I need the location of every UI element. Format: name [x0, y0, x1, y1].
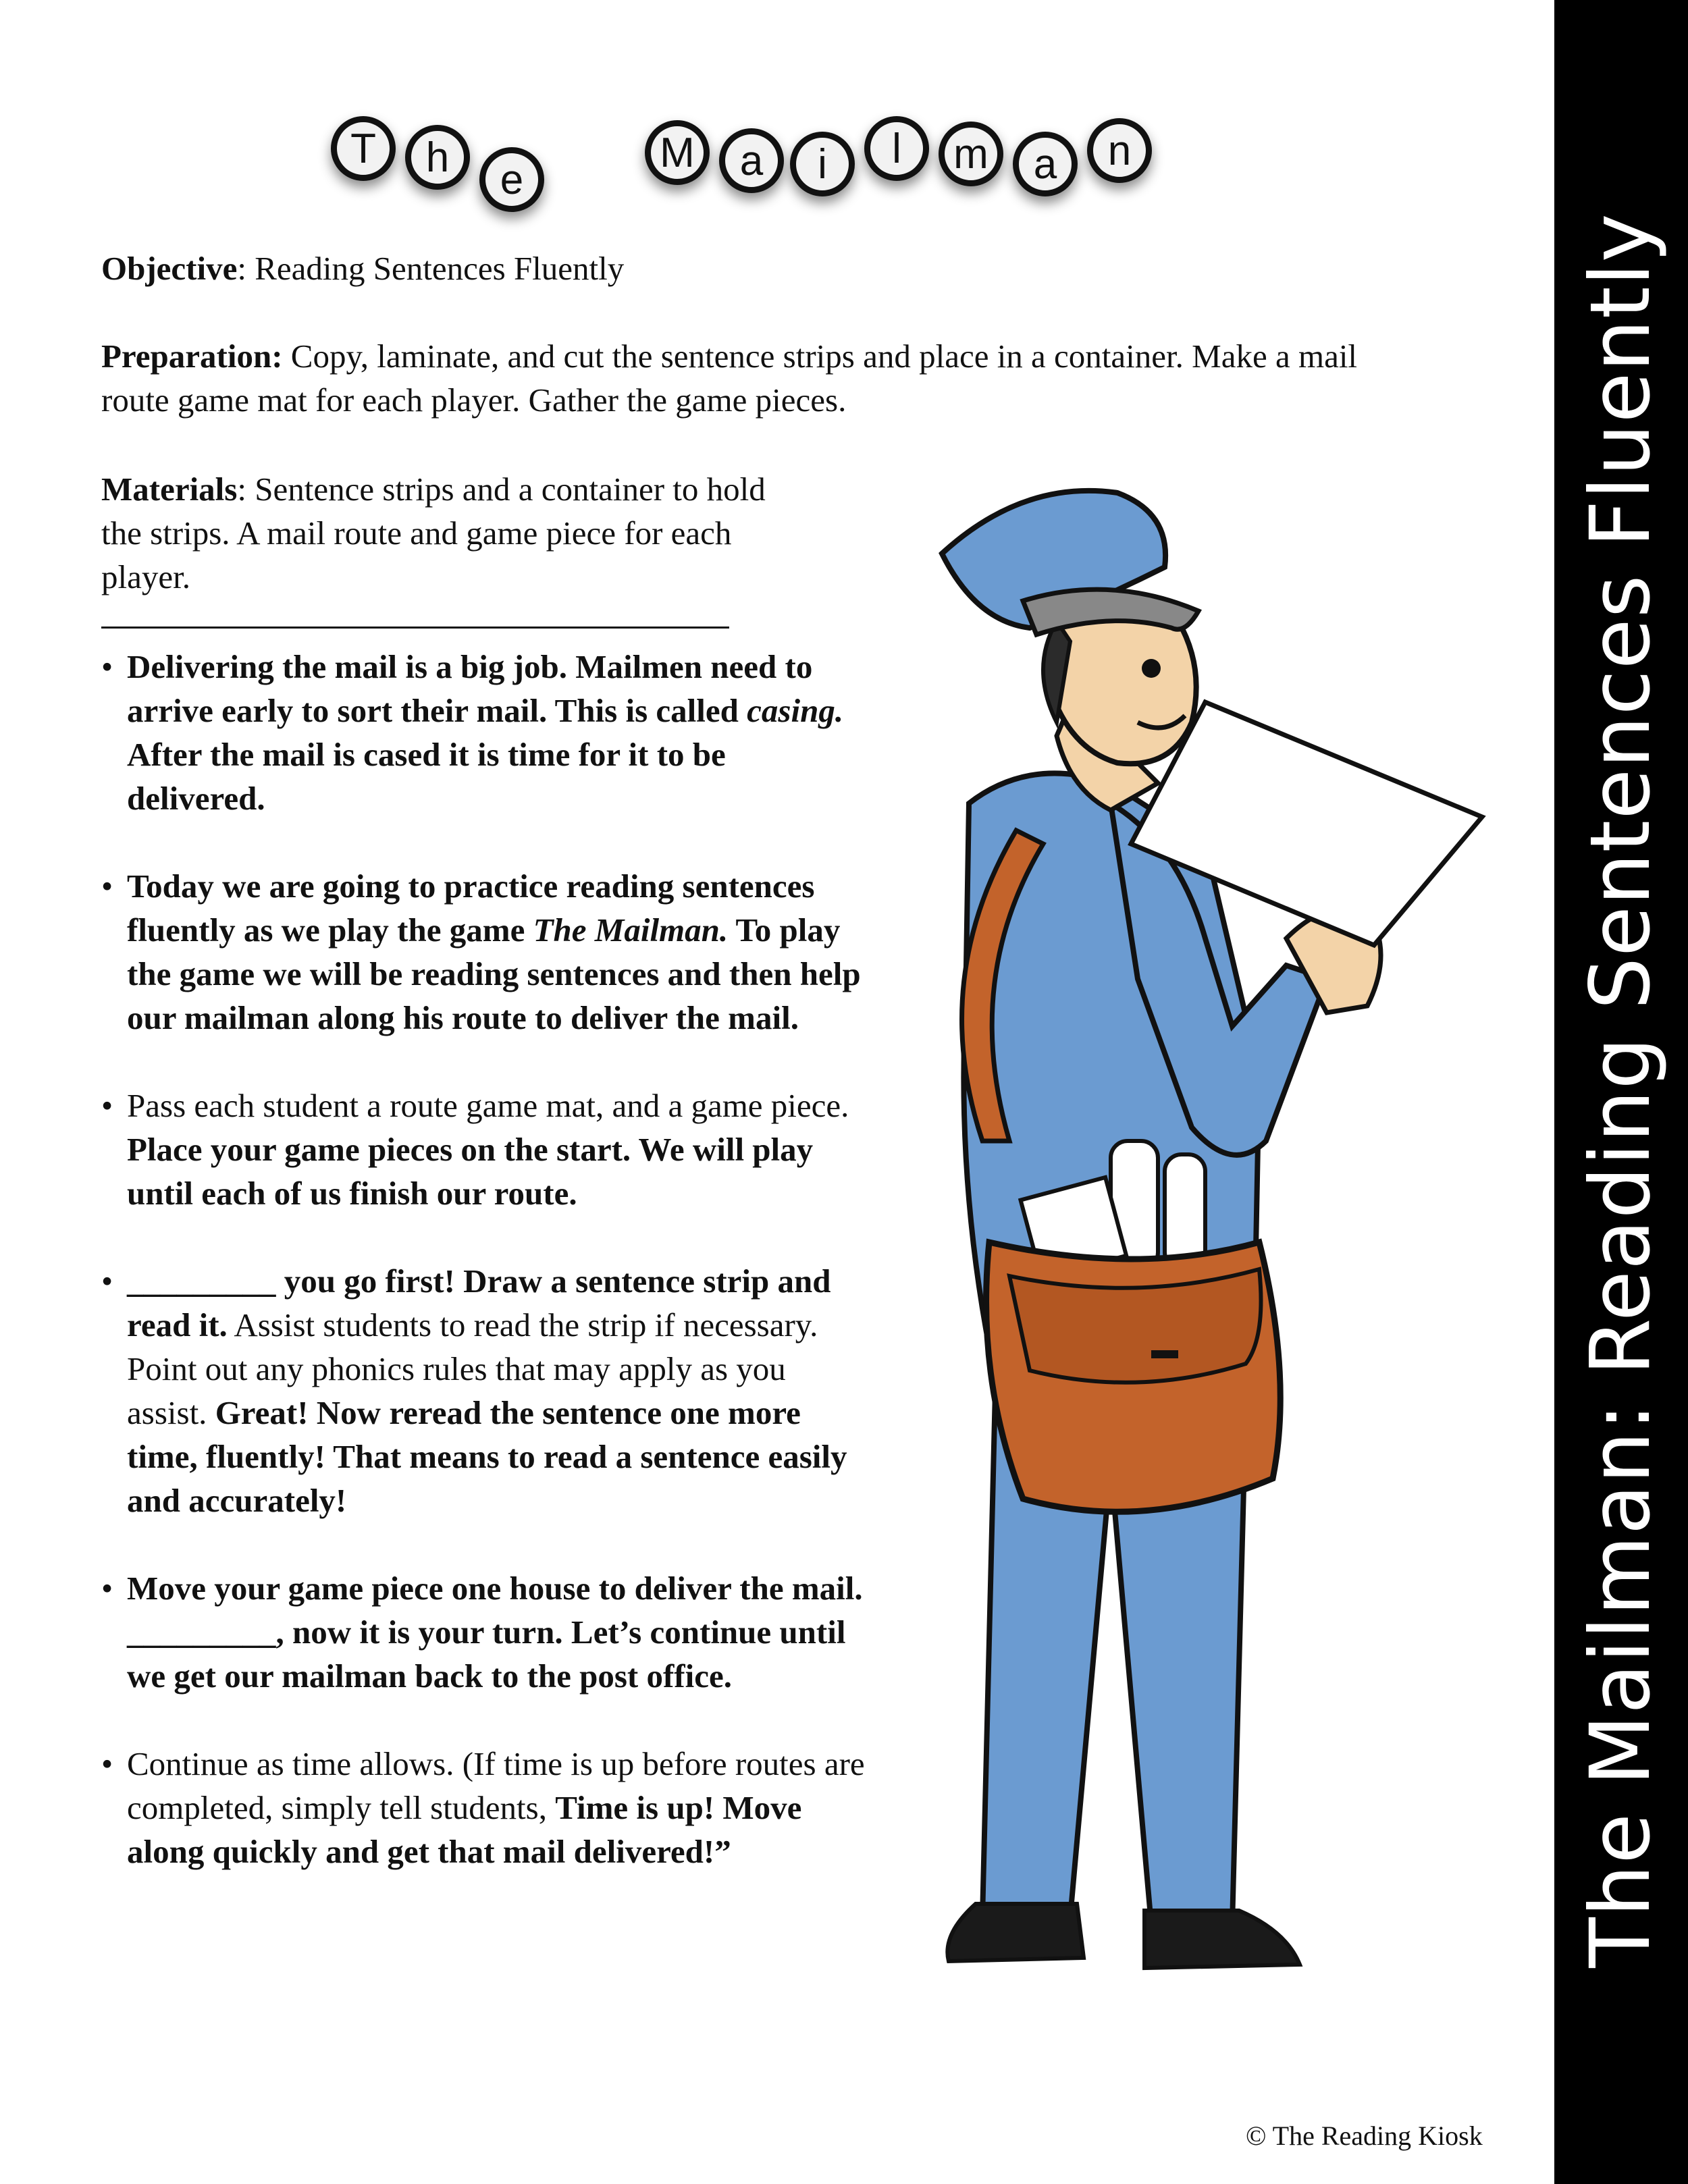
title-letter: T — [331, 116, 396, 181]
bullet-text: Delivering the mail is a big job. Mailmen need to arrive early to sort their mail. This is called — [127, 648, 813, 729]
objective-text: : Reading Sentences Fluently — [237, 250, 625, 287]
materials-line: the strips. A mail route and game piece for each — [101, 514, 732, 552]
title-letter: a — [719, 128, 784, 193]
materials-line: : Sentence strips and a container to hold — [237, 471, 766, 508]
materials — [101, 467, 766, 599]
title-letter: h — [405, 125, 470, 190]
bullet-emphasis: The Mailman. — [533, 911, 729, 949]
preparation-line: route game mat for each player. Gather the game pieces. — [101, 381, 847, 419]
sidebar-title: The Mailman: Reading Sentences Fluently — [1573, 213, 1668, 1968]
materials-line: player. — [101, 558, 190, 595]
bullet-text: Time is up! Move along quickly and get that mail delivered!” — [127, 1789, 802, 1870]
list-item — [101, 1742, 868, 1873]
list-item — [101, 645, 868, 820]
instruction-list — [101, 645, 868, 1917]
bullet-text: Today we are going to practice reading sentences fluently as we play the game — [127, 868, 815, 949]
materials-label: Materials — [101, 471, 238, 508]
page-title — [331, 101, 1276, 223]
bullet-text: To play the game we will be reading sentences and then help our mailman along his route to deliver the mail. — [127, 911, 861, 1036]
list-item — [101, 1566, 868, 1698]
title-letter: e — [479, 147, 544, 212]
title-letter: M — [645, 120, 710, 185]
title-letter: n — [1087, 118, 1152, 183]
title-letter: m — [939, 122, 1003, 186]
objective — [101, 246, 624, 290]
preparation-label: Preparation: — [101, 338, 283, 375]
bullet-text: _________ you go first! Draw a sentence strip and read it. — [127, 1262, 831, 1343]
preparation-line: Copy, laminate, and cut the sentence strips and place in a container. Make a mail — [282, 338, 1358, 375]
title-letter: i — [790, 132, 855, 196]
bullet-text: Move your game piece one house to deliver the mail. _________, now it is your turn. Let’s continue until we get our mailman back to the post office. — [127, 1570, 863, 1695]
preparation — [101, 334, 1357, 422]
bullet-text: Continue as time allows. (If time is up before routes are completed, simply tell students, — [127, 1745, 865, 1826]
list-item — [101, 1084, 868, 1215]
objective-label: Objective — [101, 250, 238, 287]
copyright: © The Reading Kiosk — [1246, 2121, 1483, 2151]
title-letter: a — [1013, 132, 1078, 196]
mailman-illustration — [854, 466, 1516, 1992]
divider — [101, 627, 729, 629]
bullet-text: Great! Now reread the sentence one more time, fluently! That means to read a sentence easily and accurately! — [127, 1394, 847, 1519]
bullet-text: After the mail is cased it is time for it to be delivered. — [127, 736, 726, 817]
bullet-text: Place your game pieces on the start. We will play until each of us finish our route. — [127, 1131, 814, 1212]
list-item — [101, 1259, 868, 1522]
title-letter: l — [864, 116, 929, 181]
bullet-emphasis: casing. — [747, 692, 844, 729]
bullet-text: Pass each student a route game mat, and a game piece. — [127, 1087, 849, 1124]
bullet-text: Assist students to read the strip if necessary. Point out any phonics rules that may apply as you assist. — [127, 1306, 818, 1431]
list-item — [101, 864, 868, 1040]
